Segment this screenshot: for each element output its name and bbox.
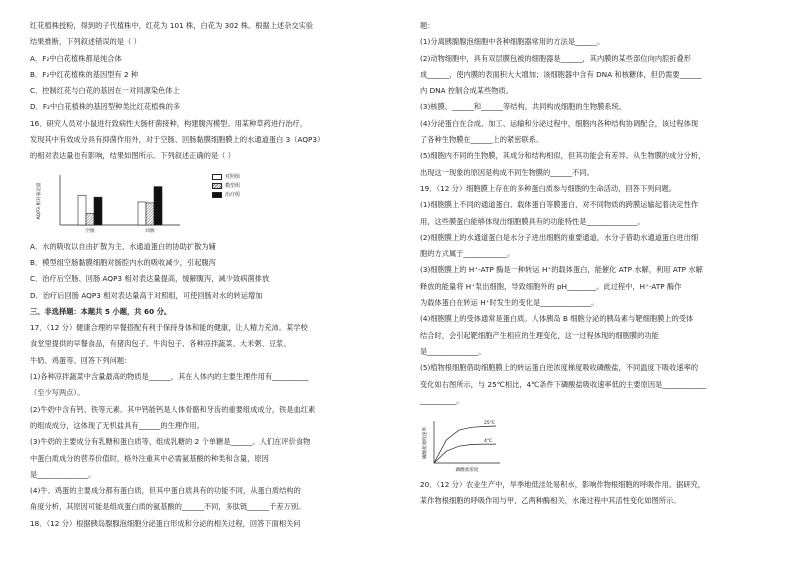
text-line: (4)牛、鸡蛋的主要成分都有蛋白质，但其中蛋白质具有的功能不同，从蛋白质结构的 <box>30 486 301 496</box>
series-label: 25℃ <box>484 421 496 427</box>
text-line: 牛奶、鸡蛋等。回答下列问题： <box>30 355 132 365</box>
text-line: D．F₂中白花植株的基因型种类比红花植株的多 <box>30 102 181 112</box>
chart-legend <box>212 173 240 200</box>
text-line: B．F₂中红花植株的基因型有 2 种 <box>30 69 139 79</box>
text-line: 是______________。 <box>420 346 486 356</box>
text-line: 用，这些膜蛋白能够体现出细胞膜具有的功能特性是______________。 <box>420 216 645 226</box>
text-line: (3)牛奶的主要成分有乳糖和蛋白质等，组成乳糖的 2 个单糖是______。人们在评价食物 <box>30 437 311 447</box>
curve-chart-svg <box>420 413 540 475</box>
text-line: 了各种生物膜在______上的紧密联系。 <box>420 135 544 145</box>
text-line: (4)细胞膜上的受体通常是蛋白质。人体胰岛 B 细胞分泌的胰岛素与靶细胞膜上的受体 <box>420 314 694 324</box>
text-line: 中蛋白质成分的营养价值时，格外注重其中必需氨基酸的种类和含量，原因 <box>30 453 269 463</box>
text-line: 变化如右图所示，与 25℃相比，4℃条件下磷酸盐吸收速率低的主要原因是____________ <box>420 379 707 389</box>
bar <box>138 202 146 225</box>
text-line: 19．（12 分）细胞膜上存在的多种蛋白质参与细胞的生命活动，回答下列问题。 <box>420 183 677 193</box>
text-line: 18．（12 分）根据胰岛腺腺泡细胞分泌蛋白形成和分泌的相关过程，回答下面相关问 <box>30 518 301 528</box>
text-line: 角度分析，其原因可能是组成蛋白质的氨基酸的______不同，多肽链______千差万别。 <box>30 502 306 512</box>
text-line: 某作物根细胞的呼吸作用与甲、乙两种酶相关，水淹过程中其活性变化如图所示。 <box>420 496 681 506</box>
text-line: (5)植物根细胞借助细胞膜上的转运蛋白逆浓度梯度吸收磷酸盐，不同温度下吸收速率的 <box>420 363 699 373</box>
text-line: 发现其中有效成分具有抑菌作用外，对于空肠、回肠黏膜细胞膜上的水通道蛋白 3（AQP3） <box>30 135 325 145</box>
text-line: (1)各种凉拌蔬菜中含量最高的物质是______，其在人体内的主要生理作用有__________ <box>30 372 309 382</box>
text-line: D．治疗后回肠 AQP3 相对表达量高于对照组，可使回肠对水的转运增加 <box>30 290 263 300</box>
x-axis-label: 磷酸盐浓度 <box>455 468 479 474</box>
legend-item-control: 对照组 <box>212 173 240 182</box>
text-line: 的组成成分，这体现了无机盐具有______的生理作用。 <box>30 420 204 430</box>
text-line: (3)核膜、______和______等结构，共同构成细胞的生物膜系统。 <box>420 102 627 112</box>
bar <box>146 203 154 225</box>
text-line: (5)细胞内不同的生物膜，其成分和结构相似，但其功能会有差异。从生物膜的成分分析， <box>420 151 706 161</box>
text-line: 成______，使内膜的表面积大大增加；该细胞器中含有 DNA 和核糖体，但仍需要______ <box>420 69 702 79</box>
right-text-block-a <box>420 18 782 409</box>
text-line: 题： <box>420 21 435 30</box>
series-label: 4℃ <box>484 439 493 445</box>
text-line: (3)细胞膜上的 H⁺-ATP 酶是一种转运 H⁺的载体蛋白，能催化 ATP 水解，利用 ATP 水解 <box>420 265 703 275</box>
text-line: 的相对表达量也有影响，结果如图所示。下列叙述正确的是（ ） <box>30 151 235 161</box>
x-tick-label: 回肠 <box>145 228 155 234</box>
y-axis-label: AQP3 相对表达量 <box>37 182 42 220</box>
text-line: 为载体蛋白在转运 H⁺时发生的变化是______________。 <box>420 298 599 308</box>
text-line: 食堂里提供的早餐食品，有猪肉包子、牛肉包子、各种凉拌蔬菜、大米粥、豆浆、 <box>30 339 291 349</box>
text-line: (2)细胞膜上的水通道蛋白是水分子进出细胞的重要通道，水分子借助水通道蛋白进出细 <box>420 232 699 242</box>
text-line: 红花植株授粉，得到的子代植株中，红花为 101 株，白花为 302 株。根据上述杂交实验 <box>30 21 314 30</box>
right-text-block-b <box>420 477 782 510</box>
text-line: 结果推断，下列叙述错误的是（ ） <box>30 37 141 47</box>
text-line: (2)牛奶中含有钙、铁等元素。其中钙能钙是人体骨骼和牙齿的重要组成成分，铁是血红素 <box>30 404 316 414</box>
text-line: 是______________。 <box>30 469 96 479</box>
left-column <box>30 18 392 532</box>
text-line: (1)分离胰腺腺泡细胞中各种细胞器常用的方法是______。 <box>420 37 605 47</box>
text-line: 结合时，会引起靶细胞产生相应的生理变化，这一过程体现的细胞膜的功能 <box>420 330 659 340</box>
text-line: C．治疗后空肠、回肠 AQP3 相对表达量提高，缓解腹泻，减少致病菌排放 <box>30 274 270 284</box>
bar <box>78 195 86 225</box>
text-line: __________。 <box>420 395 464 405</box>
text-line: (1)细胞膜上不同的通道蛋白、载体蛋白等膜蛋白，对不同物质的跨膜运输起着决定性作 <box>420 200 699 210</box>
x-tick-label: 空肠 <box>85 228 95 234</box>
text-line: 内 DNA 控制合成某些物质。 <box>420 86 514 96</box>
series-line <box>434 426 496 463</box>
text-line: A．F₂中白花植株都是纯合体 <box>30 53 122 63</box>
legend-item-treatment: 治疗组 <box>212 191 240 200</box>
bar <box>86 213 94 225</box>
right-column <box>420 18 782 510</box>
text-line: 释放的能量将 H⁺泵出细胞，导致细胞外的 pH________。此过程中，H⁺-ATP 酶作 <box>420 281 682 291</box>
text-line: (2)动物细胞中，具有双层膜包被的细胞器是______，其内膜的某些部位向内腔折叠形 <box>420 53 692 63</box>
text-line: (4)分泌蛋白在合成、加工、运输和分泌过程中，细胞内各种结构协调配合，该过程体现 <box>420 118 699 128</box>
phosphate-uptake-chart <box>420 413 782 475</box>
aqp3-bar-chart <box>30 167 392 237</box>
text-line: B．模型组空肠黏膜细胞对肠腔内水的吸收减少，引起腹泻 <box>30 257 216 267</box>
left-text-block-b <box>30 239 392 532</box>
text-line: 20．（12 分）农业生产中，旱季地低洼处易积水，影响作物根细胞的呼吸作用。据研究， <box>420 480 706 490</box>
text-line: 17．（12 分）健康合理的早餐搭配有利于保持身体和能的健康，让人精力充沛。某学校 <box>30 323 308 333</box>
text-line: （至少写两点）。 <box>30 388 85 398</box>
text-line: A．水的吸收以自由扩散为主、水通道蛋白的协助扩散为辅 <box>30 241 216 251</box>
series-line <box>434 444 496 463</box>
bar <box>154 186 162 224</box>
legend-item-model: 模型组 <box>212 182 240 191</box>
left-text-block-a <box>30 18 392 165</box>
text-line: 三、非选择题：本题共 5 小题，共 60 分。 <box>30 306 172 316</box>
bar <box>94 197 102 225</box>
text-line: C．控制红花与白花的基因在一对同源染色体上 <box>30 86 180 96</box>
text-line: 出现这一现象的原因是构成不同生物膜的______不同。 <box>420 167 594 177</box>
text-line: 16．研究人员对小鼠进行致病性大肠杆菌接种，构建腹泻模型。用某种草药进行治疗， <box>30 118 308 128</box>
y-axis-label: 磷酸盐吸收速率 <box>423 427 428 460</box>
text-line: 胞的方式属于____________。 <box>420 249 515 259</box>
